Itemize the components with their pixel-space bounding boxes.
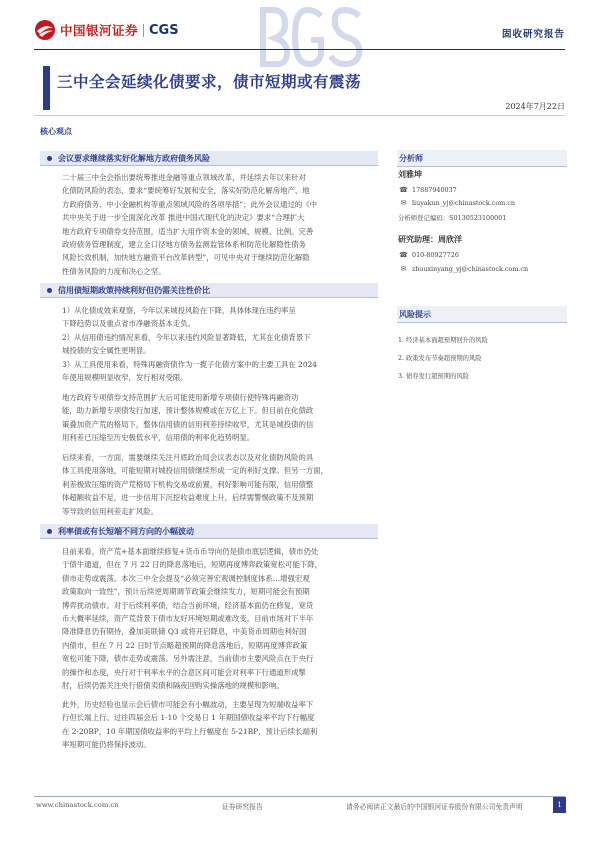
paragraph-line: 体工具使用落地，可能短期对城投信用债继续形成一定的利好支撑。但另一方面， bbox=[62, 466, 329, 476]
phone-icon: ☎ bbox=[399, 186, 408, 194]
paragraph-line: 宽松可能下降，债市走势或震荡。另外需注意，当前债市主要风险点在于央行 bbox=[62, 654, 314, 664]
paragraph bbox=[62, 451, 374, 518]
paragraph-line: 年使用规模明显收窄，发行相对受限。 bbox=[62, 373, 188, 383]
brand-logo bbox=[34, 19, 179, 41]
risk-item: 3. 债券发行超预期的风险 bbox=[398, 373, 469, 380]
paragraph-line: 3）从工具使用来看，特殊再融资债作为一揽子化债方案中的主要工具在 2024 bbox=[62, 359, 317, 369]
paragraph-line: 性债务风险的力度和决心之坚。 bbox=[62, 266, 166, 276]
logo-divider bbox=[143, 24, 144, 37]
analyst-certificate bbox=[398, 213, 506, 222]
paragraph-line: 下降趋势以及重点省市净融资基本走负。 bbox=[62, 319, 196, 329]
header-divider bbox=[34, 49, 565, 50]
analyst-phone bbox=[398, 186, 457, 194]
paragraph-line: 共中央关于进一步全面深化改革 推进中国式现代化的决定》要求“合理扩大 bbox=[62, 213, 305, 223]
paragraph-line: 地方政府专项债券支持范围扩大后可能使用新增专项债行使特殊再融资功 bbox=[62, 393, 299, 402]
bullet-icon bbox=[47, 156, 52, 161]
paragraph-line: 策叠加资产荒的格局下，整体信用债的信用利差持续收窄，尤其是城投债的信 bbox=[62, 419, 314, 429]
paragraph-line: 的操作和态度，央行对于利率水平的合意区间可能会对利率下行通道形成掣 bbox=[62, 667, 306, 677]
email-address[interactable]: zhouxinyang_yj@chinastock.com.cn bbox=[412, 265, 529, 273]
page-number: 1 bbox=[553, 797, 566, 813]
bullet-icon bbox=[47, 288, 52, 293]
bullet-icon bbox=[47, 529, 52, 534]
paragraph-line: 后续来看，一方面，需要继续关注月底政治局会议表态以及对化债防风险的具 bbox=[62, 453, 314, 462]
footer-divider bbox=[34, 796, 565, 797]
paragraph bbox=[62, 698, 374, 752]
section-heading-text: 信用债短期政策持续利好但仍需关注性价比 bbox=[58, 284, 210, 295]
paragraph-line: 降准降息仍有期待，叠加美联储 Q3 或将开启降息，中美货币周期也利好国 bbox=[62, 627, 307, 637]
paragraph-line: 内债市，但在 7 月 22 日时节点略超预期的降息落地后，短期再度博弈政策 bbox=[62, 640, 308, 650]
paragraph-line: 率短期可能仍将保持波动。 bbox=[62, 740, 151, 750]
paragraph bbox=[62, 391, 374, 445]
footer-website[interactable]: www.chinastock.com.cn bbox=[36, 801, 119, 809]
footer-center: 证券研究报告 bbox=[222, 803, 263, 811]
assistant-line bbox=[398, 234, 462, 245]
title-divider bbox=[34, 115, 565, 116]
paragraph-line: 地方政府专项债券支持范围，适当扩大用作资本金的领域、规模、比例。完善 bbox=[62, 226, 314, 236]
risk-item: 1. 经济基本面超预期回升的风险 bbox=[398, 337, 488, 344]
logo-cgs: CGS bbox=[149, 22, 179, 38]
analyst-section-header bbox=[397, 150, 567, 167]
paragraph-line: 于债牛通道，但在 7 月 22 日的降息落地后，短期再度博弈政策宽松可能下降， bbox=[62, 560, 323, 570]
paragraph-line: 此外，历史经验也显示会后债市可能会有小幅波动，主要呈现为短端收益率下 bbox=[62, 700, 314, 709]
paragraph-line: 体超额收益不足，进一步信用下沉挖收益难度上升，后续需警惕政策不及预期 bbox=[62, 493, 314, 503]
paragraph-line: 等导致的信用利差走扩风险。 bbox=[62, 506, 159, 516]
phone-icon: ☎ bbox=[399, 251, 408, 259]
paragraph-line: 1）从化债成效来观察，今年以来城投风险在下降，具体体现在违约率呈 bbox=[62, 306, 296, 315]
paragraph-line: 政策取向一致性”，预计后续逆周期调节政策会继续发力，短期可能会有预期 bbox=[62, 587, 310, 597]
risk-header-text: 风险提示 bbox=[399, 309, 431, 319]
assistant-email[interactable] bbox=[398, 265, 528, 273]
paragraph bbox=[62, 545, 374, 692]
email-address[interactable]: liuyakun_yj@chinastock.com.cn bbox=[412, 199, 515, 207]
title-accent-bar bbox=[43, 66, 50, 110]
paragraph-line: 方政府债务、中小金融机构等重点领域风险的各项举措”；此外会议通过的《中 bbox=[62, 199, 318, 209]
report-title: 三中全会延续化债要求，债市短期或有震荡 bbox=[57, 73, 362, 91]
section-heading-text: 会议要求继续落实好化解地方政府债务风险 bbox=[58, 152, 210, 163]
email-icon: ✉ bbox=[400, 265, 407, 273]
logo-text: 中国银河证券 bbox=[60, 23, 139, 38]
assistant-label: 研究助理： bbox=[398, 234, 438, 244]
paragraph-line: 城投债的安全属性更明显。 bbox=[62, 346, 151, 356]
core-view-label: 核心观点 bbox=[40, 126, 72, 136]
paragraph-line: 在 2-20BP，10 年期国债收益率的平均上行幅度在 5-21BP，预计后续长端利 bbox=[62, 726, 318, 736]
paragraph bbox=[62, 171, 374, 278]
email-icon: ✉ bbox=[400, 199, 407, 207]
paragraph-line: 二十届三中全会指出要统筹推进金融等重点领域改革，并延续去年以来针对 bbox=[62, 173, 306, 182]
section-heading-text: 利率债或有长短端不同方向的小幅波动 bbox=[58, 525, 194, 536]
section-heading-rate-bonds bbox=[40, 524, 378, 539]
paragraph-line: 债市走势或震荡。本次三中全会提及“必须完善宏观调控制度体系…增强宏观 bbox=[62, 573, 310, 583]
risk-section-header bbox=[397, 306, 567, 323]
section-heading-debt-risk bbox=[40, 151, 378, 166]
assistant-phone bbox=[398, 251, 459, 259]
cgs-watermark bbox=[255, 6, 370, 68]
paragraph-line: 博弈扰动债市。对于后续利率债，结合当前环境，经济基本面仍在修复，宽货 bbox=[62, 600, 314, 610]
paragraph-line: 能，助力新增专项债发行加速，预计整体规模或在万亿上下。但目前在化债政 bbox=[62, 406, 314, 416]
analyst-email[interactable] bbox=[398, 199, 515, 207]
cert-label: 分析师登记编码： bbox=[398, 214, 450, 222]
galaxy-logo-icon bbox=[34, 19, 56, 41]
paragraph-line: 2）从信用债违约情况来看，今年以来违约风险显著降低，尤其在化债背景下 bbox=[62, 332, 311, 342]
paragraph-line: 行但长端上行。过往四届会后 1-10 个交易日 1 年期国债收益率平均下行幅度 bbox=[62, 713, 315, 723]
risk-item: 2. 政策发布节奏超预期的风险 bbox=[398, 355, 482, 362]
analyst-name: 刘雅坤 bbox=[398, 169, 422, 179]
paragraph-line: 风险长效机制，加快地方融资平台改革转型”，可见中央对于继续防范化解隐 bbox=[62, 253, 310, 263]
analyst-header-text: 分析师 bbox=[399, 153, 423, 163]
paragraph-line: 目前来看，资产荒+基本面继续修复+货币币导向仍是债市底层逻辑，债市仍处 bbox=[62, 547, 319, 556]
cert-number: S0130523100001 bbox=[449, 213, 507, 222]
paragraph-line: 利差极致压缩的资产荒格局下机构交易或前置，利好影响可能有限，信用债整 bbox=[62, 479, 314, 489]
section-heading-credit-bonds bbox=[40, 283, 378, 298]
report-type: 固收研究报告 bbox=[501, 29, 565, 40]
report-date: 2024年7月22日 bbox=[505, 102, 565, 111]
paragraph bbox=[62, 304, 374, 384]
paragraph-line: 政府债务管理制度，建立全口径地方债务监测监管体系和防范化解隐性债务 bbox=[62, 240, 306, 250]
phone-number: 010-80927726 bbox=[412, 251, 459, 259]
assistant-name: 周欣洋 bbox=[438, 234, 462, 244]
paragraph-line: 化债防风险的表态，要求“要统筹好发展和安全，落实好防范化解房地产、地 bbox=[62, 186, 310, 196]
phone-number: 17887940037 bbox=[412, 186, 457, 194]
paragraph-line: 用利差已压缩至历史极低水平，信用债的利率化趋势明显。 bbox=[62, 433, 255, 443]
paragraph-line: 币大概率延续，资产荒背景下债市友好环境短期或难改变。目前市场对下半年 bbox=[62, 614, 314, 624]
footer-disclaimer: 请务必阅读正文最后的中国银河证券股份有限公司免责声明 bbox=[346, 803, 523, 811]
paragraph-line: 肘，后续仍需关注央行借债卖债和隔夜回购实操落地的规模和影响。 bbox=[62, 681, 284, 691]
